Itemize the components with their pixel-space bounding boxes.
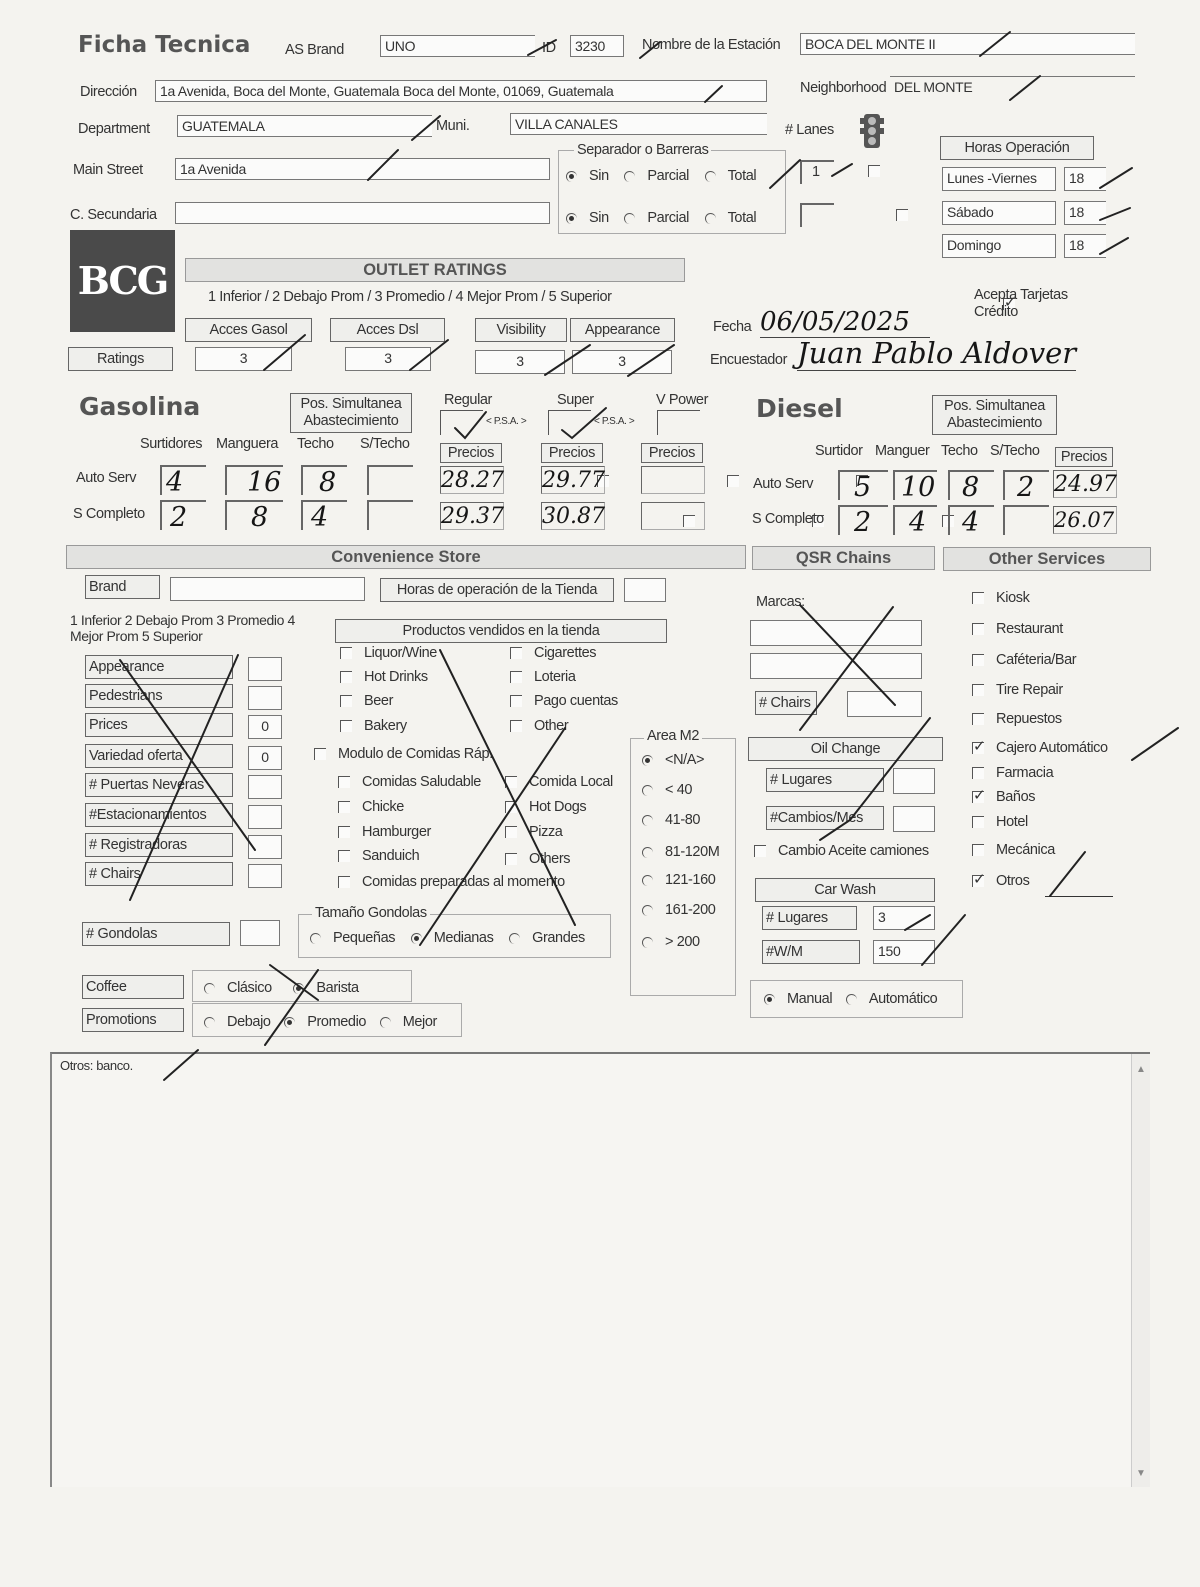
rating-visibility[interactable]: 3 [475,350,565,374]
gas-auto-techo[interactable]: 8 [301,465,347,495]
outlet-ratings-title: OUTLET RATINGS [185,258,685,282]
qsr-marcas-label: Marcas: [756,594,805,610]
lanes-label: # Lanes [785,122,834,138]
oil-cambios-button[interactable]: #Cambios/Mes [766,806,884,830]
other-services-title: Other Services [943,547,1151,571]
hours-value-weekday[interactable]: 18 [1064,167,1106,191]
service-restaurant-label: Restaurant [996,621,1063,637]
department-label: Department [78,121,150,137]
main-street-field[interactable]: 1a Avenida [175,158,550,180]
qsr-brand-field-2[interactable] [750,653,922,679]
oil-lugares-button[interactable]: # Lugares [766,768,884,792]
service-repuestos-checkbox[interactable] [972,713,984,725]
product-loteria-label: Loteria [534,669,576,685]
food-module-checkbox[interactable] [314,748,326,760]
promotion-mejor-radio[interactable] [380,1017,391,1028]
food-sanduich-label: Sanduich [362,848,420,864]
coffee-barista-radio[interactable] [293,983,304,994]
service-banos-label: Baños [996,789,1036,805]
gas-price-label-super: Precios [541,443,603,463]
diesel-pos-simultanea-button[interactable]: Pos. Simultanea Abastecimiento [932,395,1057,435]
dsl-auto-label: Auto Serv [753,476,814,492]
area-radio-2[interactable] [642,815,653,826]
product-beer-label: Beer [364,693,394,709]
accept-cards-label: Acepta Tarjetas Crédito [974,287,1068,320]
gas-price-label-regular: Precios [440,443,502,463]
product-liquor-wine-label: Liquor/Wine [364,645,437,661]
area-option-label: 81-120M [665,844,720,860]
metric-appearance-field[interactable] [248,657,282,681]
carwash-lugares-button[interactable]: # Lugares [762,906,857,930]
service-cafeteria-bar [972,652,1076,668]
vpower-check-box[interactable] [657,410,700,435]
food-chicke-label: Chicke [362,799,404,815]
hours-day-weekday: Lunes -Viernes [942,167,1056,191]
area-option-4 [642,872,715,888]
hours-value-saturday[interactable]: 18 [1064,201,1106,225]
oil-trucks-option: Cambio Aceite camiones [754,843,929,859]
area-radio-5[interactable] [642,905,653,916]
dsl-full-techo[interactable]: 4 [948,505,994,535]
metric-pedestrians-field[interactable] [248,686,282,710]
metric-variedad-oferta-field[interactable]: 0 [248,746,282,770]
carwash-wm-button[interactable]: #W/M [762,940,860,964]
service-farmacia-label: Farmacia [996,765,1054,781]
gondolas-button[interactable]: # Gondolas [82,922,230,946]
service-cajero-automatico-label: Cajero Automático [996,740,1108,756]
product-loteria-checkbox[interactable] [510,671,522,683]
service-banos-checkbox[interactable] [972,791,984,803]
area-radio-0[interactable] [642,755,653,766]
product-cigarettes-label: Cigarettes [534,645,597,661]
product-hot-drinks-checkbox[interactable] [340,671,352,683]
as-brand-field[interactable]: UNO [380,35,535,57]
bcg-logo: BCG [70,230,175,332]
separator-row-2: Sin Parcial Total [566,210,756,226]
food-comidas-preparadas-al-momento-checkbox[interactable] [338,876,350,888]
area-option-3 [642,844,719,860]
sep2-sin-radio[interactable] [566,213,577,224]
food-pizza-option [505,824,562,840]
gas-auto-stecho[interactable] [367,465,413,495]
promotion-promedio-radio[interactable] [284,1017,295,1028]
food-sanduich-checkbox[interactable] [338,850,350,862]
secondary-street-label: C. Secundaria [70,207,157,223]
service-restaurant [972,621,1063,637]
sep2-parcial-radio[interactable] [624,213,635,224]
scroll-up-icon[interactable]: ▲ [1136,1064,1146,1075]
service-otros-checkbox[interactable] [972,875,984,887]
metric-chairs-field[interactable] [248,864,282,888]
sep1-sin-radio[interactable] [566,171,577,182]
product-beer-option [340,693,393,709]
carwash-wm-field[interactable]: 150 [873,940,935,964]
coffee-button[interactable]: Coffee [82,975,184,999]
oil-change-button[interactable]: Oil Change [748,737,943,761]
separator-row-1: Sin Parcial Total [566,168,756,184]
gas-auto-surtidores[interactable]: 4 [160,465,206,495]
store-scale-text: 1 Inferior 2 Debajo Prom 3 Promedio 4 Mejor Prom 5 Superior [70,612,295,644]
food-module-option [314,746,493,762]
qsr-chains-title: QSR Chains [752,546,935,570]
metric-estacionamientos-field[interactable] [248,805,282,829]
metric-puertas-neveras-button[interactable]: # Puertas Neveras [85,773,233,797]
dsl-full-price[interactable]: 26.07 [1053,506,1117,534]
gas-col-manguera: Manguera [216,436,279,452]
dsl-full-manguer[interactable]: 4 [893,505,937,535]
service-tire-repair-label: Tire Repair [996,682,1063,698]
metric-prices-button[interactable]: Prices [85,713,233,737]
grade-super-label: Super [557,392,594,408]
grade-vpower-label: V Power [656,392,708,408]
notes-scrollbar[interactable] [1131,1054,1150,1487]
as-brand-label: AS Brand [285,42,344,58]
service-farmacia [972,765,1053,781]
coffee-options: Clásico Barista [204,980,359,996]
food-hamburger-option [338,824,431,840]
product-loteria-option [510,669,576,685]
page-title: Ficha Tecnica [78,32,251,58]
dsl-auto-techo[interactable]: 8 [948,470,994,500]
promotions-button[interactable]: Promotions [82,1008,184,1032]
food-comidas-preparadas-al-momento-option [338,874,565,890]
id-field[interactable]: 3230 [570,35,624,57]
food-module-label: Modulo de Comidas Ráp. [338,746,493,762]
metric-chairs-button[interactable]: # Chairs [85,862,233,886]
carwash-lugares-field[interactable]: 3 [873,906,935,930]
muni-label: Muni. [436,118,470,134]
address-label: Dirección [80,84,137,100]
lanes-field-2[interactable] [800,203,834,227]
gas-full-techo[interactable]: 4 [301,500,347,530]
product-other-option [510,718,568,734]
food-pizza-label: Pizza [529,824,563,840]
appearance-button[interactable]: Appearance [570,318,675,342]
service-kiosk [972,590,1029,606]
product-cigarettes-checkbox[interactable] [510,647,522,659]
store-hours-field[interactable] [624,578,666,602]
oil-cambios-field[interactable] [893,806,935,832]
service-tire-repair-checkbox[interactable] [972,684,984,696]
qsr-chairs-button[interactable]: # Chairs [755,691,817,715]
wash-automatic-radio[interactable] [846,994,857,1005]
sep1-total-radio[interactable] [705,171,716,182]
encuestador-label: Encuestador [710,352,788,368]
metric-estacionamientos-button[interactable]: #Estacionamientos [85,803,233,827]
encuestador-value[interactable]: Juan Pablo Aldover [797,336,1077,370]
psa-super-label: < P.S.A. > [594,416,635,427]
dsl-full-surtidor[interactable]: 2 [838,505,888,535]
service-cafeteria-bar-checkbox[interactable] [972,654,984,666]
car-wash-button[interactable]: Car Wash [755,878,935,902]
service-hotel-checkbox[interactable] [972,816,984,828]
area-radio-4[interactable] [642,875,653,886]
visibility-button[interactable]: Visibility [475,318,567,342]
area-radio-6[interactable] [642,937,653,948]
gas-auto-price-regular[interactable]: 28.27 [441,468,504,493]
station-name-label: Nombre de la Estación [642,37,781,53]
oil-trucks-checkbox[interactable] [754,845,766,857]
food-comidas-saludable-option [338,774,481,790]
station-name-field[interactable]: BOCA DEL MONTE II [800,33,1135,55]
rating-acces-dsl[interactable]: 3 [345,347,431,371]
gondola-size-label: Tamaño Gondolas [312,905,430,921]
notes-textarea[interactable] [50,1052,1150,1487]
hours-day-sunday: Domingo [942,234,1056,258]
area-option-label: 161-200 [665,902,716,918]
service-hotel-label: Hotel [996,814,1028,830]
metric-registradoras-button[interactable]: # Registradoras [85,833,233,857]
dsl-auto-stecho[interactable]: 2 [1003,470,1049,500]
diesel-title: Diesel [756,394,843,423]
acces-dsl-button[interactable]: Acces Dsl [330,318,445,342]
dsl-auto-surtidor[interactable]: 5 [838,470,888,500]
fecha-value[interactable]: 06/05/2025 [760,307,930,338]
metric-pedestrians-button[interactable]: Pedestrians [85,684,233,708]
gas-col-stecho: S/Techo [360,436,410,452]
service-tire-repair [972,682,1063,698]
traffic-light-icon [860,112,880,152]
food-chicke-checkbox[interactable] [338,801,350,813]
separator-label: Separador o Barreras [574,142,711,158]
service-repuestos-label: Repuestos [996,711,1062,727]
sep1-parcial-radio[interactable] [624,171,635,182]
area-option-label: < 40 [665,782,693,798]
food-comidas-saludable-checkbox[interactable] [338,776,350,788]
area-option-label: 41-80 [665,812,701,828]
gondola-medianas-radio[interactable] [411,933,422,944]
neighborhood-label: Neighborhood [800,80,887,96]
area-option-label: 121-160 [665,872,716,888]
food-comidas-preparadas-al-momento-label: Comidas preparadas al momento [362,874,565,890]
service-otros-label: Otros [996,873,1030,889]
promotion-options: Debajo Promedio Mejor [204,1014,437,1030]
food-pizza-checkbox[interactable] [505,826,517,838]
gondola-pequenas-radio[interactable] [310,933,321,944]
area-option-0 [642,752,704,768]
ratings-button[interactable]: Ratings [68,347,173,371]
gas-price-label-vpower: Precios [641,443,703,463]
area-m2-group [630,738,736,996]
secondary-street-field[interactable] [175,202,550,224]
product-cigarettes-option [510,645,596,661]
area-option-6 [642,934,700,950]
service-mecanica-checkbox[interactable] [972,844,984,856]
dsl-full-label: S Completo [752,511,824,527]
metric-puertas-neveras-field[interactable] [248,775,282,799]
gondola-grandes-radio[interactable] [509,933,520,944]
product-hot-drinks-label: Hot Drinks [364,669,428,685]
promotion-debajo-radio[interactable] [204,1017,215,1028]
service-mecanica [972,842,1055,858]
gasolina-pos-simultanea-button[interactable]: Pos. Simultanea Abastecimiento [290,393,412,433]
gas-auto-super-checkbox[interactable] [727,475,739,487]
service-cafeteria-bar-label: Caféteria/Bar [996,652,1077,668]
gondola-size-options: Pequeñas Medianas Grandes [310,930,585,946]
wash-manual-radio[interactable] [764,994,775,1005]
main-street-label: Main Street [73,162,143,178]
product-pago-cuentas-option [510,693,618,709]
gas-full-manguera[interactable]: 8 [225,500,283,530]
dsl-col-techo: Techo [941,443,978,459]
service-kiosk-label: Kiosk [996,590,1030,606]
food-comida-local-checkbox[interactable] [505,776,517,788]
dsl-col-stecho: S/Techo [990,443,1040,459]
food-others-label: Others [529,851,571,867]
service-otros [972,873,1029,889]
hours-value-sunday[interactable]: 18 [1064,234,1106,258]
product-liquor-wine-option [340,645,437,661]
store-brand-button[interactable]: Brand [85,575,160,599]
psa-regular-label: < P.S.A. > [486,416,527,427]
food-hot-dogs-label: Hot Dogs [529,799,587,815]
id-label: ID [542,40,556,56]
muni-field[interactable]: VILLA CANALES [510,113,767,135]
service-hotel [972,814,1028,830]
scroll-down-icon[interactable]: ▼ [1136,1468,1146,1479]
service-restaurant-checkbox[interactable] [972,623,984,635]
otros-underline [1045,896,1113,897]
product-bakery-checkbox[interactable] [340,720,352,732]
lanes-checkbox-2[interactable] [896,209,908,221]
product-beer-checkbox[interactable] [340,695,352,707]
coffee-clasico-radio[interactable] [204,983,215,994]
food-chicke-option [338,799,404,815]
product-other-checkbox[interactable] [510,720,522,732]
product-bakery-label: Bakery [364,718,407,734]
dsl-auto-price[interactable]: 24.97 [1054,472,1117,497]
area-m2-label: Area M2 [644,728,702,744]
gas-full-price-regular[interactable]: 29.37 [441,504,504,529]
lanes-checkbox-1[interactable] [868,165,880,177]
service-repuestos [972,711,1062,727]
food-hamburger-label: Hamburger [362,824,431,840]
food-hamburger-checkbox[interactable] [338,826,350,838]
super-check-box[interactable] [548,410,591,435]
gas-col-surtidores: Surtidores [140,436,203,452]
food-hot-dogs-checkbox[interactable] [505,801,517,813]
dsl-price-label: Precios [1055,447,1113,467]
gas-full-label: S Completo [73,506,145,522]
address-field[interactable]: 1a Avenida, Boca del Monte, Guatemala Boca del Monte, 01069, Guatemala [155,80,767,102]
acces-gasol-button[interactable]: Acces Gasol [185,318,312,342]
neighborhood-field[interactable]: DEL MONTE [890,76,1135,98]
food-comida-local-label: Comida Local [529,774,613,790]
gas-full-price-vpower[interactable] [641,502,705,530]
service-farmacia-checkbox[interactable] [972,767,984,779]
metric-prices-field[interactable]: 0 [248,715,282,739]
gas-col-techo: Techo [297,436,334,452]
product-pago-cuentas-checkbox[interactable] [510,695,522,707]
food-others-option [505,851,570,867]
qsr-chairs-field[interactable] [847,691,922,717]
area-option-label: <N/A> [665,752,705,768]
notes-text: Otros: banco. [60,1058,133,1073]
convenience-store-title: Convenience Store [66,545,746,569]
gas-auto-price-vpower[interactable] [641,466,705,494]
gas-full-price-super[interactable]: 30.87 [542,504,605,529]
dsl-full-stecho[interactable] [1003,505,1049,535]
service-cajero-automatico-checkbox[interactable] [972,742,984,754]
department-field[interactable]: GUATEMALA [177,115,432,137]
hours-operation-button[interactable]: Horas Operación [940,136,1094,160]
service-mecanica-label: Mecánica [996,842,1055,858]
gas-auto-price-super[interactable]: 29.77 [542,468,605,493]
metric-variedad-oferta-button[interactable]: Variedad oferta [85,744,233,768]
fecha-label: Fecha [713,319,752,335]
gasolina-title: Gasolina [79,392,201,421]
grade-regular-label: Regular [444,392,492,408]
food-hot-dogs-option [505,799,586,815]
area-option-5 [642,902,715,918]
metric-appearance-button[interactable]: Appearance [85,655,233,679]
products-sold-button[interactable]: Productos vendidos en la tienda [335,619,667,643]
gas-auto-label: Auto Serv [76,470,137,486]
store-brand-field[interactable] [170,577,365,601]
food-sanduich-option [338,848,419,864]
gas-full-stecho[interactable] [367,500,413,530]
metric-registradoras-field[interactable] [248,835,282,859]
sep2-total-radio[interactable] [705,213,716,224]
rating-acces-gasol[interactable]: 3 [195,347,292,371]
area-option-2 [642,812,700,828]
service-kiosk-checkbox[interactable] [972,592,984,604]
area-option-label: > 200 [665,934,700,950]
gas-auto-manguera[interactable]: 16 [225,465,283,495]
product-bakery-option [340,718,407,734]
outlet-scale-text: 1 Inferior / 2 Debajo Prom / 3 Promedio / 4 Mejor Prom / 5 Superior [208,289,612,305]
store-hours-button[interactable]: Horas de operación de la Tienda [380,578,614,602]
dsl-auto-manguer[interactable]: 10 [893,470,937,500]
service-banos [972,789,1035,805]
dsl-col-manguer: Manguer [875,443,930,459]
dsl-col-surtidor: Surtidor [815,443,863,459]
product-liquor-wine-checkbox[interactable] [340,647,352,659]
service-cajero-automatico [972,740,1108,756]
oil-lugares-field[interactable] [893,768,935,794]
area-radio-1[interactable] [642,785,653,796]
product-other-label: Other [534,718,569,734]
lanes-field-1[interactable]: 1 [800,160,834,184]
product-hot-drinks-option [340,669,428,685]
qsr-brand-field-1[interactable] [750,620,922,646]
regular-check-box[interactable] [440,410,483,435]
area-radio-3[interactable] [642,847,653,858]
gas-full-surtidores[interactable]: 2 [160,500,206,530]
food-comida-local-option [505,774,613,790]
product-pago-cuentas-label: Pago cuentas [534,693,618,709]
food-others-checkbox[interactable] [505,853,517,865]
area-option-1 [642,782,692,798]
gondolas-field[interactable] [240,920,280,946]
wash-type-options: Manual Automático [764,991,937,1007]
food-comidas-saludable-label: Comidas Saludable [362,774,481,790]
rating-appearance[interactable]: 3 [572,350,672,374]
hours-day-saturday: Sábado [942,201,1056,225]
